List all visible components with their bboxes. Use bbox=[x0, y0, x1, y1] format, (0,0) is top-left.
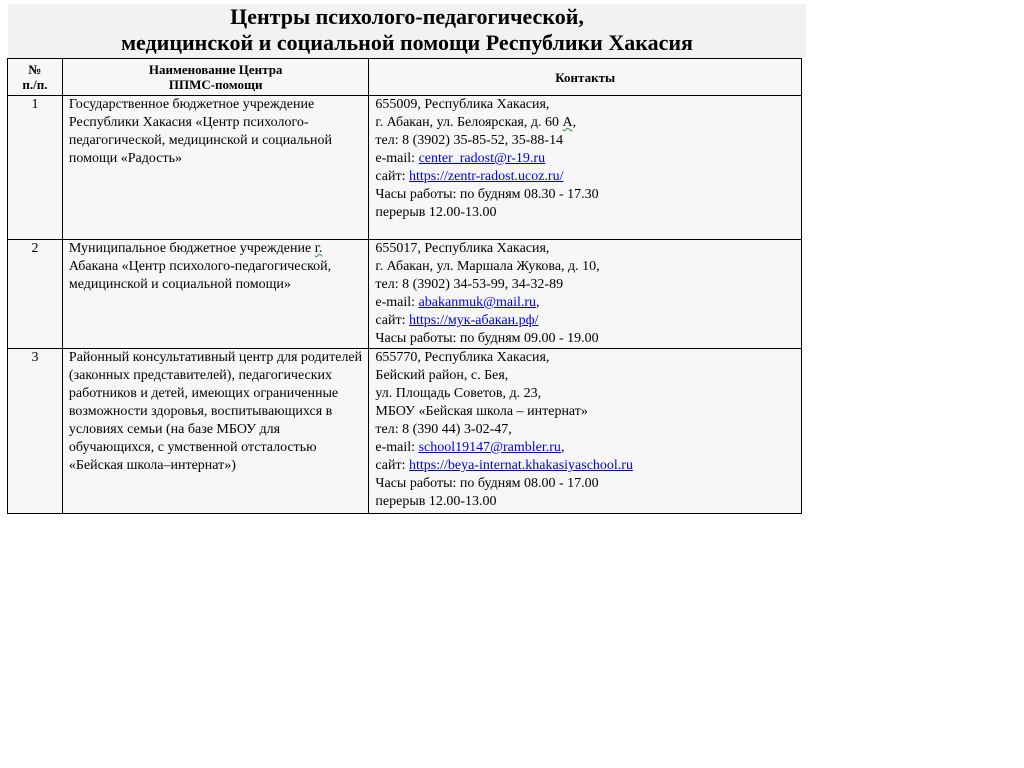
center-contacts bbox=[369, 349, 802, 514]
row-number: 1 bbox=[8, 96, 63, 240]
address-line: 655009, Республика Хакасия, bbox=[375, 97, 550, 112]
center-name: Муниципальное бюджетное учреждение г. Абакана «Центр психолого-педагогической, медицинской и социальной помощи» bbox=[62, 240, 369, 349]
email-line: e-mail: school19147@rambler.ru, bbox=[375, 440, 565, 455]
table-row bbox=[8, 240, 802, 349]
title-line-2: медицинской и социальной помощи Республики Хакасия bbox=[121, 30, 693, 55]
table-row bbox=[8, 349, 802, 514]
site-link[interactable]: https://beya-internat.khakasiyaschool.ru bbox=[409, 458, 633, 473]
email-link[interactable]: school19147@rambler.ru bbox=[418, 440, 561, 455]
address-line: г. Абакан, ул. Белоярская, д. 60 А, bbox=[375, 115, 577, 130]
break-line: перерыв 12.00-13.00 bbox=[375, 205, 497, 220]
table-header-row bbox=[8, 59, 802, 96]
page-title bbox=[8, 4, 806, 58]
header-contacts: Контакты bbox=[369, 59, 802, 96]
break-line: перерыв 12.00-13.00 bbox=[375, 494, 497, 509]
organization-line: МБОУ «Бейская школа – интернат» bbox=[375, 404, 588, 419]
hours-line: Часы работы: по будням 09.00 - 19.00 bbox=[375, 331, 599, 346]
center-contacts bbox=[369, 240, 802, 349]
center-name: Районный консультативный центр для родителей (законных представителей), педагогических работников и детей, имеющих ограниченные возможности здоровья, воспитывающихся в условиях семьи (на базе МБОУ для обучающихся, с умственной отсталостью «Бейская школа–интернат») bbox=[62, 349, 369, 514]
row-number: 3 bbox=[8, 349, 63, 514]
email-link[interactable]: center_radost@r-19.ru bbox=[418, 151, 546, 166]
address-line: г. Абакан, ул. Маршала Жукова, д. 10, bbox=[375, 259, 600, 274]
site-line: сайт: https://zentr-radost.ucoz.ru/ bbox=[375, 169, 564, 184]
address-line: ул. Площадь Советов, д. 23, bbox=[375, 386, 542, 401]
spellcheck-mark: г. bbox=[314, 241, 323, 256]
center-contacts bbox=[369, 96, 802, 240]
site-link[interactable]: https://мук-абакан.рф/ bbox=[409, 313, 539, 328]
spellcheck-mark: А bbox=[562, 115, 573, 130]
site-link[interactable]: https://zentr-radost.ucoz.ru/ bbox=[409, 169, 564, 184]
table-row bbox=[8, 96, 802, 240]
header-number: № п./п. bbox=[8, 59, 63, 96]
address-line: Бейский район, с. Бея, bbox=[375, 368, 509, 383]
email-line: e-mail: abakanmuk@mail.ru, bbox=[375, 295, 540, 310]
site-line: сайт: https://мук-абакан.рф/ bbox=[375, 313, 539, 328]
hours-line: Часы работы: по будням 08.30 - 17.30 bbox=[375, 187, 599, 202]
center-name: Государственное бюджетное учреждение Республики Хакасия «Центр психолого-педагогической, медицинской и социальной помощи «Радость» bbox=[62, 96, 369, 240]
email-line: e-mail: center_radost@r-19.ru bbox=[375, 151, 546, 166]
phone-line: тел: 8 (390 44) 3-02-47, bbox=[375, 422, 512, 437]
centers-table bbox=[7, 58, 802, 514]
email-link[interactable]: abakanmuk@mail.ru bbox=[418, 295, 537, 310]
address-line: 655017, Республика Хакасия, bbox=[375, 241, 550, 256]
phone-line: тел: 8 (3902) 34-53-99, 34-32-89 bbox=[375, 277, 564, 292]
phone-line: тел: 8 (3902) 35-85-52, 35-88-14 bbox=[375, 133, 564, 148]
hours-line: Часы работы: по будням 08.00 - 17.00 bbox=[375, 476, 599, 491]
title-line-1: Центры психолого-педагогической, bbox=[230, 4, 584, 29]
row-number: 2 bbox=[8, 240, 63, 349]
address-line: 655770, Республика Хакасия, bbox=[375, 350, 550, 365]
header-center-name: Наименование Центра ППМС-помощи bbox=[62, 59, 369, 96]
site-line: сайт: https://beya-internat.khakasiyaschool.ru bbox=[375, 458, 633, 473]
